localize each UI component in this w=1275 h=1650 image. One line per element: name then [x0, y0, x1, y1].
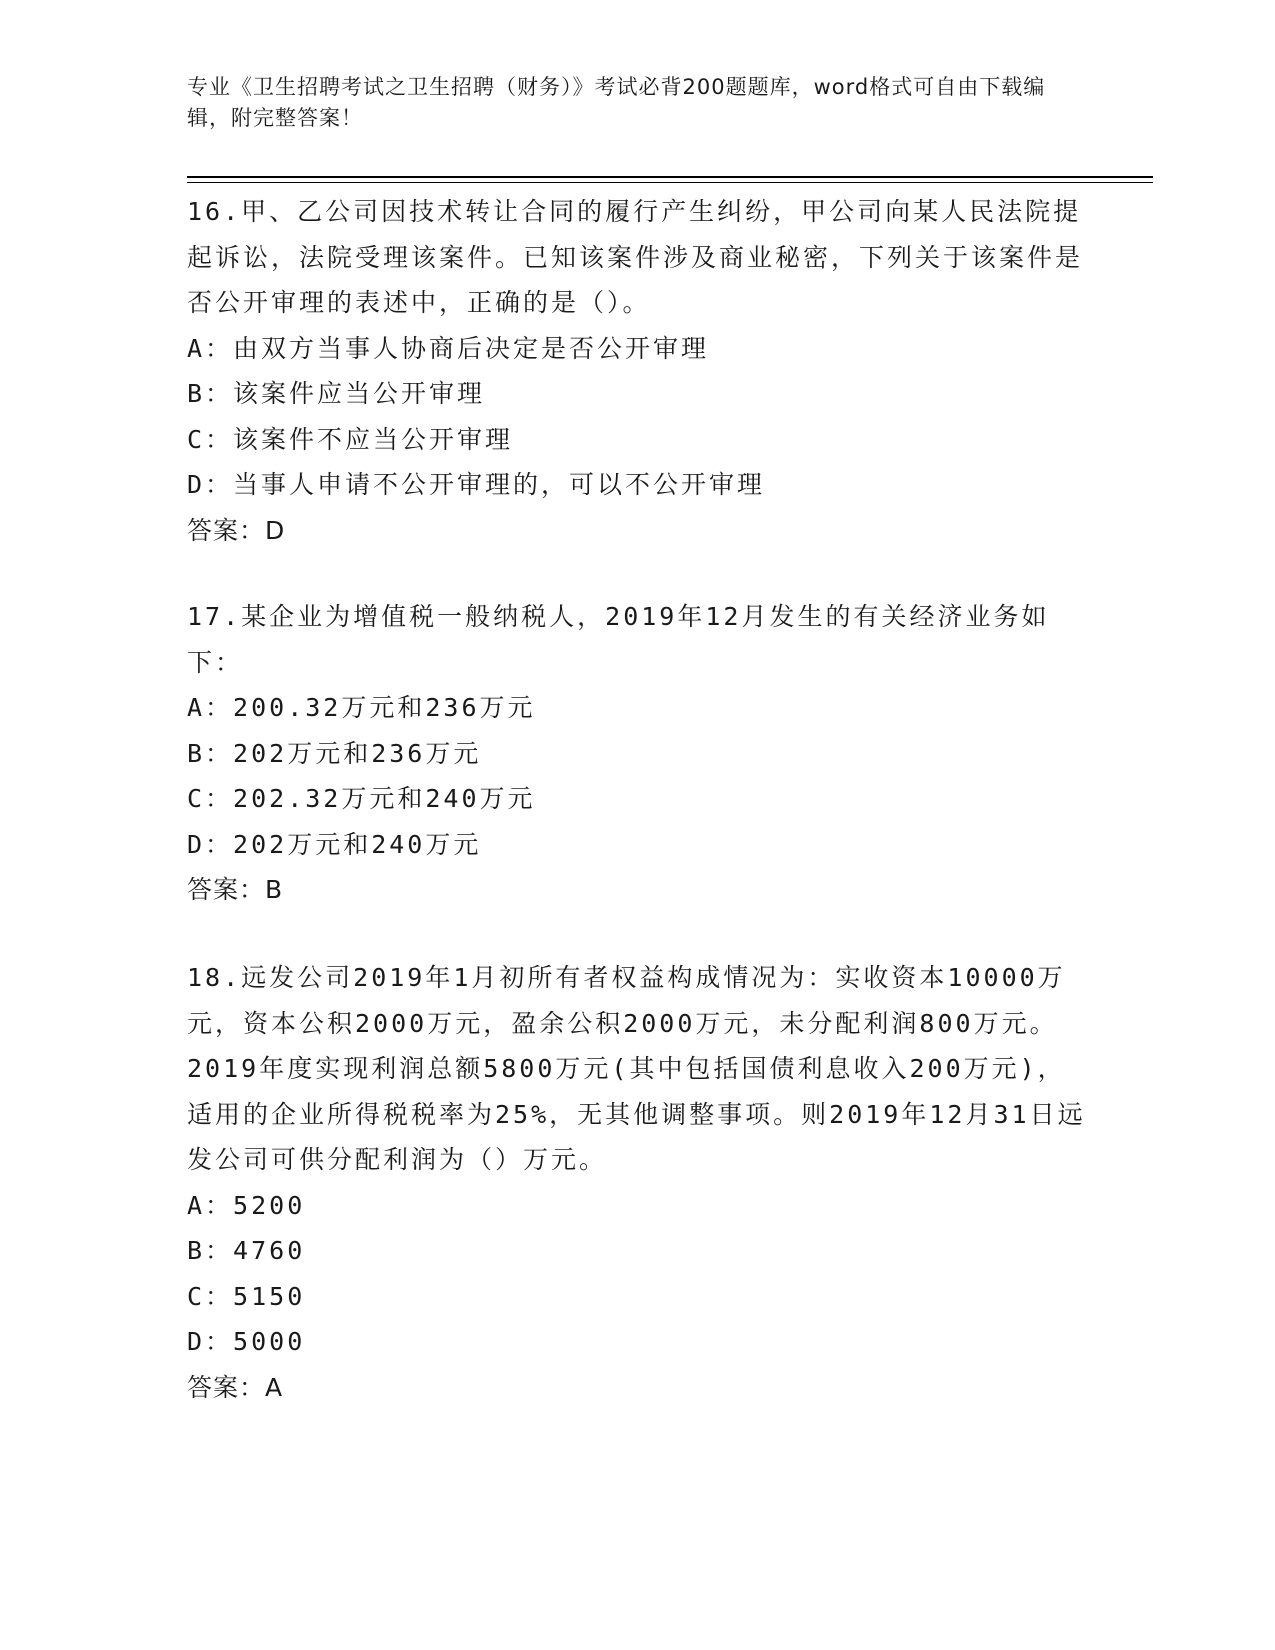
- answer-line: 答案：B: [187, 875, 284, 904]
- option-d: D：202万元和240万元: [187, 829, 482, 859]
- question-stem: 16.甲、乙公司因技术转让合同的履行产生纠纷，甲公司向某人民法院提起诉讼，法院受理该案件。已知该案件涉及商业秘密，下列关于该案件是否公开审理的表述中，正确的是（）。: [187, 197, 1084, 317]
- option-b: B：4760: [187, 1236, 306, 1265]
- option-a: A：200.32万元和236万元: [187, 693, 536, 722]
- question-17: [187, 594, 1087, 913]
- option-c: C：5150: [187, 1281, 306, 1311]
- answer-line: 答案：D: [187, 515, 286, 545]
- option-a: A：由双方当事人协商后决定是否公开审理: [187, 333, 710, 363]
- question-18: [187, 955, 1087, 1410]
- option-a: A：5200: [187, 1190, 306, 1220]
- option-d: D：当事人申请不公开审理的，可以不公开审理: [187, 470, 766, 499]
- option-c: C：202.32万元和240万元: [187, 784, 536, 813]
- option-d: D：5000: [187, 1327, 306, 1356]
- option-c: C：该案件不应当公开审理: [187, 424, 514, 454]
- answer-line: 答案：A: [187, 1372, 284, 1402]
- header-divider-thick: [187, 176, 1153, 178]
- question-stem: 17.某企业为增值税一般纳税人，2019年12月发生的有关经济业务如下：: [187, 602, 1050, 677]
- option-b: B：该案件应当公开审理: [187, 379, 486, 408]
- option-b: B：202万元和236万元: [187, 738, 482, 768]
- question-16: [187, 189, 1087, 553]
- document-header: 专业《卫生招聘考试之卫生招聘（财务）》考试必背200题题库，word格式可自由下载编辑，附完整答案！: [187, 75, 1046, 130]
- question-stem: 18.远发公司2019年1月初所有者权益构成情况为：实收资本10000万元，资本公积2000万元，盈余公积2000万元，未分配利润800万元。2019年度实现利润总额5800万元(其中包括国债利息收入200万元)，适用的企业所得税税率为25%，无其他调整事项。则2019年12月31日远发公司可供分配利润为（）万元。: [187, 963, 1086, 1174]
- header-divider-thin: [187, 182, 1153, 183]
